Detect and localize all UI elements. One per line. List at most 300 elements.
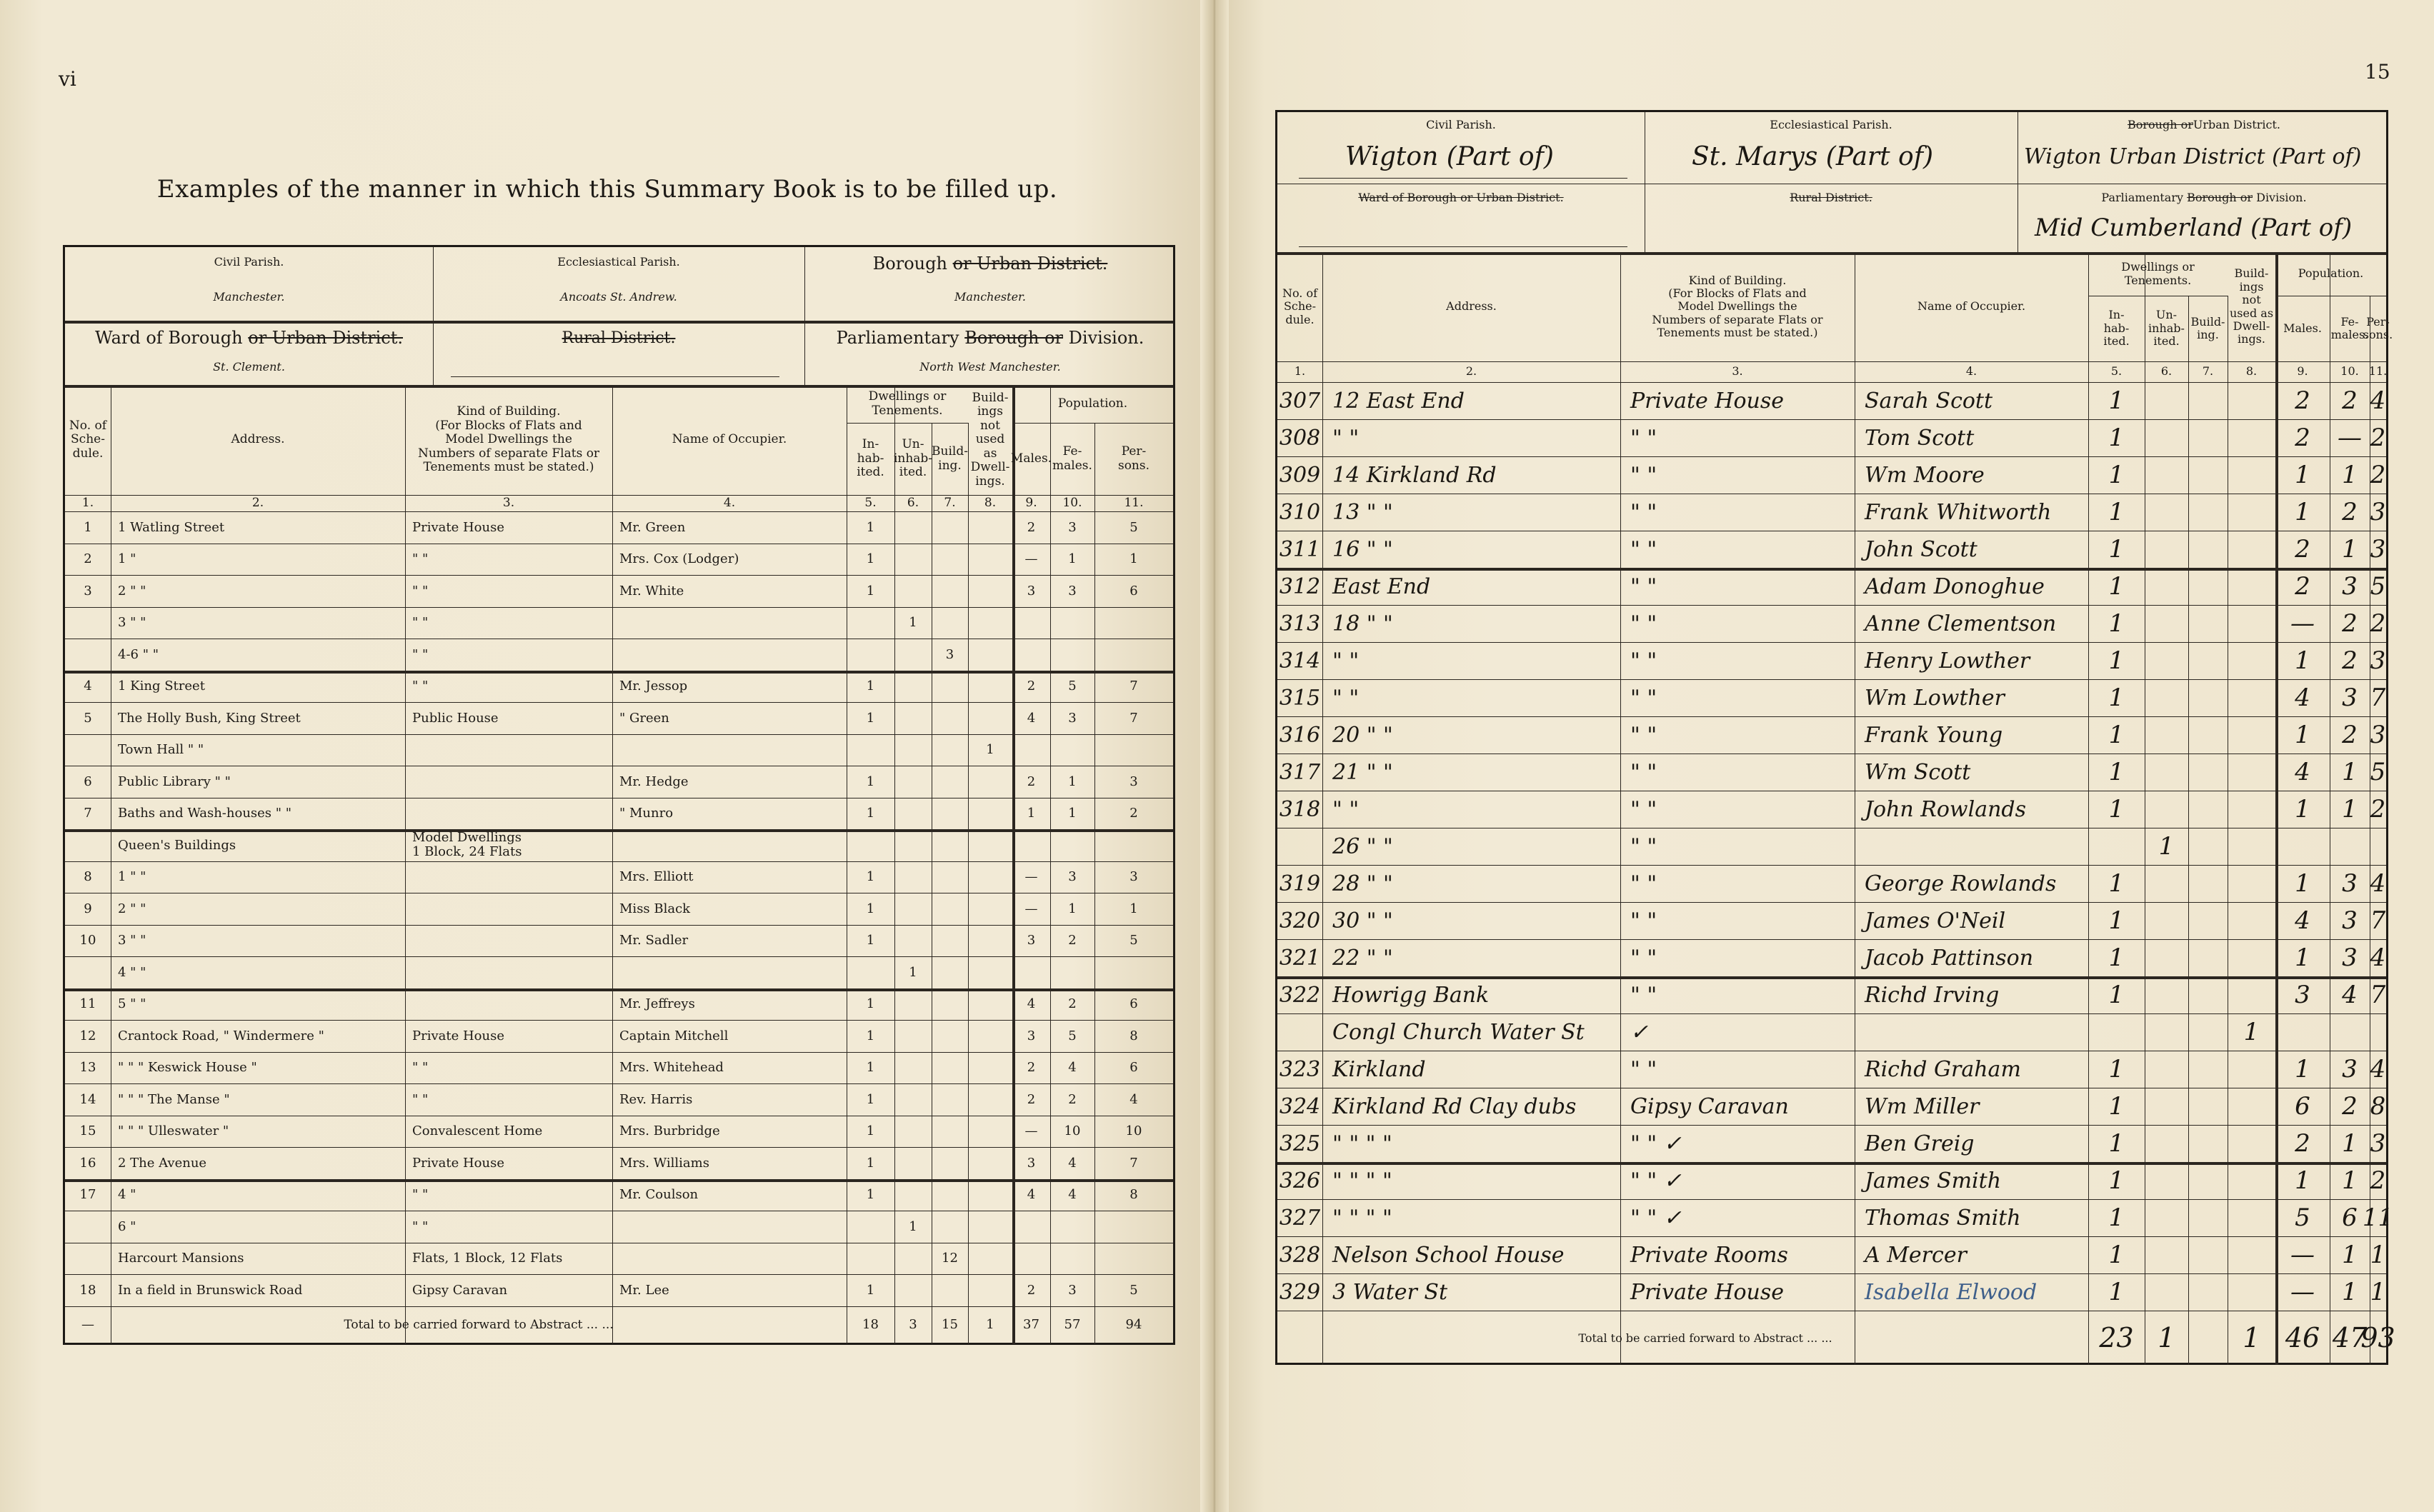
- cell-address: 1 ": [118, 551, 136, 567]
- cell-persons: 2: [2370, 461, 2386, 489]
- cell-females: 1: [1068, 551, 1077, 567]
- cell-males: 4: [2295, 684, 2310, 712]
- cell-schedule-no: 307: [1279, 388, 1321, 414]
- cell-schedule-no: 319: [1279, 871, 1321, 896]
- ward-label: Ward of Borough or Urban District.: [1358, 190, 1564, 204]
- cell-schedule-no: 325: [1279, 1131, 1321, 1156]
- cell-kind-of-building: Private House: [1630, 388, 1784, 414]
- header-males: Males.: [2283, 321, 2322, 335]
- cell-inhabited: 1: [866, 1155, 875, 1171]
- cell-inhabited: 1: [866, 679, 875, 694]
- cell-address: " " " Ulleswater ": [118, 1123, 229, 1139]
- cell-inhabited: 1: [2108, 981, 2125, 1009]
- cell-males: 2: [1027, 1282, 1036, 1298]
- cell-inhabited: 1: [866, 869, 875, 885]
- cell-kind-of-building: " ": [412, 646, 429, 662]
- cell-address: In a field in Brunswick Road: [118, 1282, 303, 1298]
- cell-address: 16 " ": [1332, 536, 1393, 562]
- cell-address: Crantock Road, " Windermere ": [118, 1028, 324, 1043]
- cell-females: 10: [1064, 1123, 1081, 1139]
- cell-females: 5: [1068, 679, 1077, 694]
- cell-occupier: Captain Mitchell: [619, 1028, 729, 1043]
- cell-males: 5: [2295, 1203, 2310, 1232]
- header-schedule-no: No. of Sche- dule.: [1282, 286, 1318, 326]
- cell-address: 2 " ": [118, 583, 146, 599]
- cell-kind-of-building: " ": [1630, 796, 1657, 822]
- cell-inhabited: 1: [2108, 1241, 2125, 1269]
- cell-uninhabited: 1: [909, 1218, 917, 1234]
- cell-address: The Holly Bush, King Street: [118, 710, 301, 726]
- cell-males: 1: [2295, 1055, 2310, 1083]
- cell-schedule-no: 314: [1279, 648, 1321, 674]
- cell-persons: 2: [2370, 609, 2386, 638]
- cell-females: 5: [1068, 1028, 1077, 1043]
- cell-kind-of-building: " ": [412, 1060, 429, 1076]
- cell-kind-of-building: " ": [1630, 722, 1657, 748]
- cell-females: 2: [2342, 646, 2358, 675]
- book-gutter: [1200, 0, 1229, 1512]
- ward-struck: or Urban District.: [248, 328, 403, 349]
- cell-males: —: [2290, 1241, 2315, 1269]
- column-number: 7.: [2202, 364, 2214, 379]
- cell-occupier: Wm Miller: [1865, 1093, 1980, 1119]
- cell-kind-of-building: Model Dwellings 1 Block, 24 Flats: [412, 830, 522, 860]
- cell-occupier: Henry Lowther: [1865, 648, 2030, 674]
- cell-inhabited: 1: [2108, 461, 2125, 489]
- cell-inhabited: 1: [866, 1282, 875, 1298]
- cell-females: 1: [1068, 901, 1077, 916]
- cell-females: 6: [2342, 1203, 2358, 1232]
- cell-kind-of-building: Private House: [412, 519, 504, 535]
- cell-occupier: Mr. Jeffreys: [619, 996, 695, 1012]
- cell-inhabited: 1: [866, 583, 875, 599]
- cell-occupier: Frank Young: [1865, 722, 2003, 748]
- cell-inhabited: 1: [2108, 1055, 2125, 1083]
- cell-address: " " " ": [1332, 1168, 1392, 1193]
- cell-males: 2: [1027, 519, 1036, 535]
- cell-females: 2: [1068, 933, 1077, 948]
- cell-kind-of-building: " ": [1630, 945, 1657, 971]
- cell-persons: 5: [2370, 758, 2386, 786]
- cell-occupier: Miss Black: [619, 901, 691, 916]
- cell-males: 2: [2295, 1129, 2310, 1158]
- cell-address: 14 Kirkland Rd: [1332, 462, 1497, 488]
- cell-inhabited: 1: [2108, 943, 2125, 972]
- cell-occupier: Mrs. Cox (Lodger): [619, 551, 739, 567]
- cell-schedule-no: 318: [1279, 796, 1321, 822]
- cell-persons: 8: [1129, 1028, 1138, 1043]
- cell-inhabited: 1: [2108, 906, 2125, 935]
- cell-persons: 1: [2370, 1278, 2386, 1306]
- cell-kind-of-building: " " ✓: [1630, 1168, 1682, 1193]
- cell-persons: 7: [1129, 679, 1138, 694]
- cell-males: 2: [1027, 1060, 1036, 1076]
- cell-kind-of-building: " ": [1630, 425, 1657, 451]
- cell-occupier: John Rowlands: [1865, 796, 2026, 822]
- cell-inhabited: 1: [2108, 1092, 2125, 1121]
- cell-persons: 2: [2370, 424, 2386, 452]
- cell-females: 1: [2342, 758, 2358, 786]
- cell-kind-of-building: " ": [412, 615, 429, 631]
- cell-schedule-no: 5: [84, 710, 92, 726]
- cell-persons: 1: [1129, 551, 1138, 567]
- cell-persons: 6: [1129, 583, 1138, 599]
- cell-males: 4: [2295, 758, 2310, 786]
- cell-females: 3: [2342, 943, 2358, 972]
- borough-value: Manchester.: [954, 289, 1027, 304]
- cell-females: 4: [1068, 1155, 1077, 1171]
- cell-persons: 3: [2370, 646, 2386, 675]
- cell-occupier: Mr. Green: [619, 519, 686, 535]
- column-number: 2.: [251, 495, 264, 510]
- cell-persons: 4: [2370, 1055, 2386, 1083]
- cell-persons: 4: [2370, 943, 2386, 972]
- cell-inhabited: 1: [2108, 498, 2125, 526]
- cell-females: 3: [2342, 1055, 2358, 1083]
- cell-address: 20 " ": [1332, 722, 1393, 748]
- cell-inhabited: 1: [2108, 572, 2125, 601]
- parl-suffix: Division.: [1068, 328, 1144, 349]
- cell-uninhabited: 1: [909, 615, 917, 631]
- cell-occupier: Mr. Jessop: [619, 679, 688, 694]
- cell-persons: 2: [1129, 806, 1138, 821]
- cell-females: 4: [1068, 1060, 1077, 1076]
- left-page-number: vi: [59, 67, 76, 91]
- column-number: 8.: [2245, 364, 2258, 379]
- ecclesiastical-parish-value: Ancoats St. Andrew.: [560, 289, 677, 304]
- cell-persons: 3: [2370, 1129, 2386, 1158]
- cell-males: 3: [1027, 1028, 1036, 1043]
- cell-kind-of-building: " ": [1630, 462, 1657, 488]
- cell-schedule-no: 316: [1279, 722, 1321, 748]
- total-inhabited: 23: [2099, 1322, 2134, 1353]
- cell-males: 1: [2295, 869, 2310, 898]
- cell-males: 4: [1027, 710, 1036, 726]
- parliamentary-value: Mid Cumberland (Part of): [2035, 214, 2353, 242]
- cell-females: 1: [2342, 795, 2358, 823]
- ward-value: St. Clement.: [213, 359, 285, 374]
- cell-address: " ": [1332, 685, 1360, 711]
- cell-address: 13 " ": [1332, 499, 1393, 525]
- cell-males: —: [1024, 551, 1038, 567]
- cell-females: 2: [2342, 721, 2358, 749]
- cell-kind-of-building: " ": [1630, 611, 1657, 636]
- borough-struck: Borough or: [2127, 117, 2193, 131]
- total-males: 46: [2285, 1322, 2320, 1353]
- cell-occupier: Rev. Harris: [619, 1091, 693, 1107]
- cell-address: Nelson School House: [1332, 1242, 1565, 1268]
- cell-males: 2: [2295, 424, 2310, 452]
- cell-schedule-no: 328: [1279, 1242, 1321, 1268]
- cell-address: 18 " ": [1332, 611, 1393, 636]
- cell-females: 1: [2342, 1129, 2358, 1158]
- cell-males: 1: [2295, 721, 2310, 749]
- cell-schedule-no: 2: [84, 551, 92, 567]
- cell-females: 2: [2342, 609, 2358, 638]
- cell-schedule-no: 15: [79, 1123, 96, 1139]
- cell-occupier: Richd Irving: [1865, 982, 2000, 1008]
- header-building: Build- ing.: [2190, 314, 2225, 341]
- cell-kind-of-building: Gipsy Caravan: [412, 1282, 508, 1298]
- header-uninhabited: Un- inhab- ited.: [893, 437, 933, 480]
- cell-address: 4-6 " ": [118, 646, 159, 662]
- cell-males: 4: [1027, 996, 1036, 1012]
- cell-address: Public Library " ": [118, 773, 231, 789]
- cell-schedule-no: 320: [1279, 908, 1321, 933]
- cell-occupier: Isabella Elwood: [1865, 1279, 2038, 1305]
- cell-inhabited: 1: [2108, 646, 2125, 675]
- total-uninhabited: 3: [909, 1317, 917, 1332]
- cell-kind-of-building: " ": [1630, 648, 1657, 674]
- cell-females: 3: [1068, 519, 1077, 535]
- cell-males: 2: [2295, 386, 2310, 415]
- cell-occupier: Wm Scott: [1865, 759, 1971, 785]
- cell-inhabited: 1: [866, 901, 875, 916]
- cell-kind-of-building: Public House: [412, 710, 499, 726]
- cell-inhabited: 1: [866, 1123, 875, 1139]
- ecclesiastical-parish-value: St. Marys (Part of): [1692, 141, 1934, 171]
- cell-males: 4: [2295, 906, 2310, 935]
- total-persons: 94: [1125, 1317, 1142, 1332]
- cell-inhabited: 1: [866, 710, 875, 726]
- cell-persons: 5: [2370, 572, 2386, 601]
- cell-address: 12 East End: [1332, 388, 1465, 414]
- cell-schedule-no: 322: [1279, 982, 1321, 1008]
- cell-inhabited: 1: [2108, 795, 2125, 823]
- cell-males: 2: [1027, 679, 1036, 694]
- cell-males: 1: [2295, 1166, 2310, 1195]
- cell-kind-of-building: Gipsy Caravan: [1630, 1093, 1789, 1119]
- cell-address: " " " ": [1332, 1205, 1392, 1231]
- cell-kind-of-building: " ": [412, 1187, 429, 1203]
- cell-females: 3: [2342, 684, 2358, 712]
- cell-occupier: Jacob Pattinson: [1865, 945, 2034, 971]
- cell-schedule-no: 308: [1279, 425, 1321, 451]
- cell-kind-of-building: Flats, 1 Block, 12 Flats: [412, 1251, 563, 1266]
- cell-kind-of-building: " ": [1630, 499, 1657, 525]
- cell-schedule-no: 16: [79, 1155, 96, 1171]
- column-number: 3.: [502, 495, 515, 510]
- cell-address: Town Hall " ": [118, 742, 204, 758]
- cell-females: —: [2338, 424, 2362, 452]
- cell-address: 4 ": [118, 1187, 136, 1203]
- cell-inhabited: 1: [2108, 386, 2125, 415]
- cell-persons: 2: [2370, 1166, 2386, 1195]
- cell-persons: 3: [1129, 869, 1138, 885]
- cell-schedule-no: 17: [79, 1187, 96, 1203]
- cell-females: 4: [1068, 1187, 1077, 1203]
- rural-district-blank: [451, 376, 779, 377]
- column-number: 11.: [1124, 495, 1144, 510]
- cell-males: 2: [2295, 572, 2310, 601]
- cell-occupier: John Scott: [1865, 536, 1977, 562]
- cell-kind-of-building: " ": [1630, 871, 1657, 896]
- cell-address: " " " Keswick House ": [118, 1060, 257, 1076]
- cell-address: " " " ": [1332, 1131, 1392, 1156]
- cell-males: 1: [2295, 461, 2310, 489]
- cell-not-used: 1: [2243, 1018, 2260, 1046]
- cell-inhabited: 1: [866, 1091, 875, 1107]
- rural-district-label: Rural District.: [1790, 190, 1872, 204]
- header-dwellings: Dwellings or Tenements.: [2121, 260, 2195, 287]
- cell-address: 28 " ": [1332, 871, 1393, 896]
- cell-occupier: Thomas Smith: [1865, 1205, 2021, 1231]
- cell-females: 2: [1068, 1091, 1077, 1107]
- header-building: Build- ing.: [932, 444, 968, 473]
- total-label: Total to be carried forward to Abstract ... ...: [1578, 1331, 1832, 1345]
- cell-address: 5 " ": [118, 996, 146, 1012]
- cell-males: 3: [2295, 981, 2310, 1009]
- cell-schedule-no: 311: [1279, 536, 1321, 562]
- cell-inhabited: 1: [2108, 684, 2125, 712]
- cell-males: 6: [2295, 1092, 2310, 1121]
- cell-not-used: 1: [986, 742, 994, 758]
- total-females: 57: [1064, 1317, 1081, 1332]
- ward-label: [65, 324, 433, 353]
- cell-address: 3 " ": [118, 933, 146, 948]
- civil-parish-label: Civil Parish.: [214, 254, 284, 269]
- cell-females: 4: [2342, 981, 2358, 1009]
- cell-schedule-no: 324: [1279, 1093, 1321, 1119]
- column-number: 3.: [1732, 364, 1743, 379]
- cell-occupier: Anne Clementson: [1865, 611, 2057, 636]
- cell-schedule-no: 327: [1279, 1205, 1321, 1231]
- cell-address: " ": [1332, 648, 1360, 674]
- cell-persons: 3: [2370, 535, 2386, 564]
- cell-address: Congl Church Water St: [1332, 1019, 1585, 1045]
- header-not-used: Build- ings not used as Dwell- ings.: [2229, 266, 2274, 346]
- cell-address: 1 King Street: [118, 679, 205, 694]
- header-occupier: Name of Occupier.: [672, 432, 787, 447]
- cell-schedule-no: 310: [1279, 499, 1321, 525]
- cell-females: 1: [2342, 535, 2358, 564]
- cell-address: 21 " ": [1332, 759, 1393, 785]
- total-uninhabited: 1: [2158, 1322, 2175, 1353]
- column-number: 5.: [2110, 364, 2123, 379]
- cell-occupier: James Smith: [1865, 1168, 2002, 1193]
- cell-inhabited: 1: [2108, 1166, 2125, 1195]
- header-population: Population.: [2298, 266, 2364, 281]
- cell-address: Kirkland: [1332, 1056, 1426, 1082]
- civil-parish-label: Civil Parish.: [1426, 117, 1496, 131]
- borough-suffix: Urban District.: [2193, 117, 2281, 131]
- cell-schedule-no: 3: [84, 583, 92, 599]
- ecclesiastical-parish-label: Ecclesiastical Parish.: [557, 254, 680, 269]
- cell-kind-of-building: " ": [412, 551, 429, 567]
- cell-schedule-no: 10: [79, 933, 96, 948]
- cell-inhabited: 1: [866, 1028, 875, 1043]
- cell-males: 2: [1027, 1091, 1036, 1107]
- cell-males: —: [2290, 609, 2315, 638]
- cell-inhabited: 1: [2108, 721, 2125, 749]
- cell-persons: 6: [1129, 996, 1138, 1012]
- header-inhabited: In- hab- ited.: [857, 437, 884, 480]
- cell-inhabited: 1: [2108, 758, 2125, 786]
- cell-schedule-no: 14: [79, 1091, 96, 1107]
- rural-district-label: Rural District.: [562, 329, 676, 348]
- cell-males: —: [1024, 901, 1038, 916]
- column-number: 6.: [907, 495, 919, 510]
- cell-females: 2: [2342, 498, 2358, 526]
- cell-kind-of-building: " ": [1630, 574, 1657, 599]
- total-persons: 93: [2360, 1322, 2395, 1353]
- cell-inhabited: 1: [2108, 1203, 2125, 1232]
- cell-males: 1: [1027, 806, 1036, 821]
- cell-males: 1: [2295, 646, 2310, 675]
- cell-schedule-no: 315: [1279, 685, 1321, 711]
- civil-parish-value: Manchester.: [213, 289, 285, 304]
- cell-females: 1: [2342, 1278, 2358, 1306]
- cell-persons: 3: [2370, 721, 2386, 749]
- header-kind-of-building: Kind of Building. (For Blocks of Flats and Model Dwellings the Numbers of separate Flats or Tenements must be stated.): [1652, 273, 1823, 340]
- cell-inhabited: 1: [866, 806, 875, 821]
- cell-schedule-no: 13: [79, 1060, 96, 1076]
- right-page-number: 15: [2365, 60, 2390, 84]
- header-females: Fe- males.: [2330, 314, 2369, 341]
- cell-persons: 4: [2370, 869, 2386, 898]
- cell-females: 3: [2342, 906, 2358, 935]
- parl-prefix: Parliamentary: [2101, 190, 2184, 204]
- cell-address: 3 " ": [118, 615, 146, 631]
- cell-kind-of-building: Private House: [412, 1028, 504, 1043]
- cell-females: 2: [1068, 996, 1077, 1012]
- cell-females: 1: [2342, 461, 2358, 489]
- cell-address: Baths and Wash-houses " ": [118, 806, 292, 821]
- total-label: Total to be carried forward to Abstract ... ...: [344, 1317, 614, 1332]
- cell-males: 3: [1027, 933, 1036, 948]
- cell-occupier: " Munro: [619, 806, 674, 821]
- cell-inhabited: 1: [2108, 424, 2125, 452]
- cell-inhabited: 1: [2108, 535, 2125, 564]
- cell-males: —: [1024, 1123, 1038, 1139]
- cell-persons: 7: [2370, 981, 2386, 1009]
- cell-address: 4 " ": [118, 964, 146, 980]
- parl-struck: Borough or: [2187, 190, 2253, 204]
- cell-occupier: Mrs. Williams: [619, 1155, 709, 1171]
- cell-females: 1: [2342, 1166, 2358, 1195]
- borough-label: [804, 251, 1176, 277]
- cell-females: 1: [2342, 1241, 2358, 1269]
- cell-persons: 5: [1129, 933, 1138, 948]
- cell-address: 30 " ": [1332, 908, 1393, 933]
- cell-inhabited: 1: [2108, 869, 2125, 898]
- cell-occupier: Sarah Scott: [1865, 388, 1993, 414]
- parl-struck: Borough or: [964, 328, 1064, 349]
- column-number: 9.: [1025, 495, 1037, 510]
- cell-occupier: George Rowlands: [1865, 871, 2057, 896]
- column-number: 11.: [2368, 364, 2388, 379]
- column-number: 4.: [723, 495, 736, 510]
- header-population: Population.: [1057, 396, 1128, 411]
- borough-value: Wigton Urban District (Part of): [2024, 144, 2362, 169]
- cell-inhabited: 1: [866, 519, 875, 535]
- cell-building: 3: [945, 646, 954, 662]
- cell-schedule-no: 312: [1279, 574, 1321, 599]
- total-building: 15: [942, 1317, 958, 1332]
- cell-address: " ": [1332, 796, 1360, 822]
- cell-occupier: Mrs. Burbridge: [619, 1123, 720, 1139]
- cell-females: 1: [1068, 773, 1077, 789]
- header-occupier: Name of Occupier.: [1917, 299, 2026, 314]
- column-divider: [894, 385, 895, 1344]
- cell-occupier: Tom Scott: [1865, 425, 1975, 451]
- column-number: 1.: [1294, 364, 1306, 379]
- column-number: 4.: [1965, 364, 1977, 379]
- ward-prefix: Ward of Borough: [95, 328, 243, 349]
- cell-males: 2: [1027, 773, 1036, 789]
- cell-address: 6 ": [118, 1218, 136, 1234]
- cell-persons: 7: [1129, 710, 1138, 726]
